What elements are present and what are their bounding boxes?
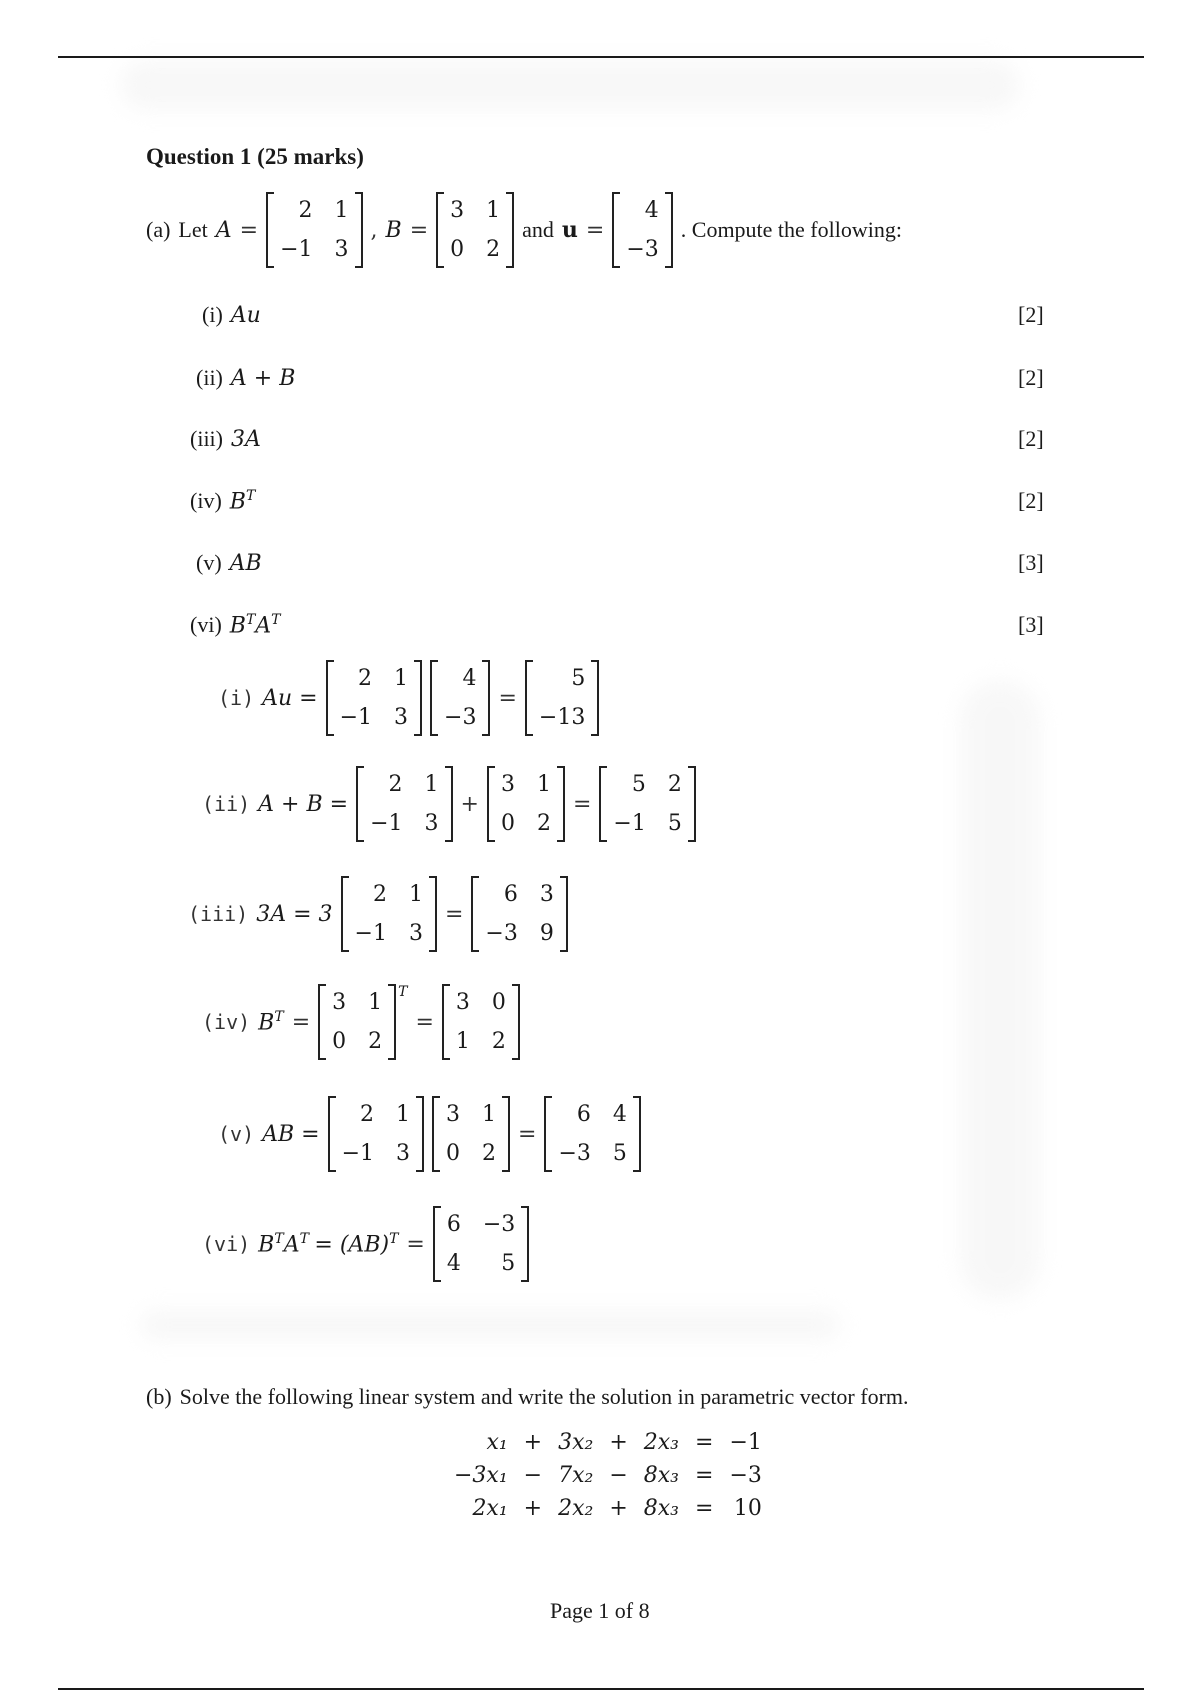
item-expression: A <box>255 613 272 639</box>
A-symbol: A <box>215 217 232 243</box>
question-title: Question 1 (25 marks) <box>146 144 364 169</box>
equals-sign: = <box>415 1009 434 1035</box>
answer-i <box>218 660 599 736</box>
matrix-cell: 1 <box>334 198 349 223</box>
matrix-cell: 1 <box>394 666 409 691</box>
answer-number: (vi) <box>202 1232 251 1256</box>
matrix-cell: 3 <box>424 811 439 836</box>
equals-sign: = <box>498 685 517 711</box>
matrix-cell: 3 <box>539 882 554 907</box>
matrix-cell: 5 <box>667 811 682 836</box>
matrix-cell: 2 <box>486 237 501 262</box>
answer-vi <box>202 1206 529 1282</box>
linear-system-table <box>446 1426 770 1525</box>
item-expression: B <box>229 613 246 639</box>
system-term: 3x₂ <box>558 1430 594 1455</box>
matrix-cell: 3 <box>334 237 349 262</box>
part-b-label: (b) <box>146 1384 172 1409</box>
system-term: 2x₂ <box>558 1496 594 1521</box>
matrix-cell: −1 <box>339 705 373 730</box>
item-v <box>196 550 262 576</box>
answer-ii <box>202 766 696 842</box>
matrix-cell: 2 <box>388 772 403 797</box>
matrix-A <box>341 876 437 952</box>
system-term: −3x₁ <box>454 1463 508 1488</box>
compute-text: . Compute the following: <box>680 217 902 242</box>
matrix-cell: 2 <box>372 882 387 907</box>
matrix-cell: 5 <box>612 1141 627 1166</box>
matrix-cell: 3 <box>500 772 515 797</box>
bottom-rule <box>58 1688 1144 1690</box>
system-rhs: 10 <box>733 1496 762 1521</box>
system-term: x₁ <box>486 1430 508 1455</box>
matrix-cell: 3 <box>408 921 423 946</box>
matrix-A <box>328 1096 424 1172</box>
equals-sign: = <box>409 217 429 243</box>
matrix-cell: −1 <box>613 811 646 836</box>
matrix-cell: 1 <box>368 990 383 1015</box>
item-expression: AB <box>229 550 262 576</box>
answer-number: (v) <box>218 1122 255 1146</box>
item-number: (vi) <box>190 612 222 638</box>
item-number: (iii) <box>190 426 223 451</box>
B-symbol: B <box>385 217 402 243</box>
system-equals: = <box>695 1496 714 1521</box>
matrix-cell: 2 <box>358 666 373 691</box>
part-a-statement <box>146 192 902 268</box>
matrix-cell: 0 <box>446 1141 461 1166</box>
system-rhs: −3 <box>729 1463 762 1488</box>
matrix-cell: 2 <box>491 1029 506 1054</box>
matrix-cell: −3 <box>444 705 477 730</box>
matrix-cell: 6 <box>503 882 518 907</box>
transpose-sup: T <box>245 612 256 628</box>
marks-label: [3] <box>1018 612 1044 637</box>
system-term: 7x₂ <box>558 1463 594 1488</box>
matrix-cell: −3 <box>482 1212 516 1237</box>
matrix-cell: 0 <box>491 990 506 1015</box>
item-expression: Au <box>230 302 261 328</box>
matrix-cell: 3 <box>394 705 409 730</box>
transpose-sup: T <box>245 488 256 504</box>
equals-sign: = <box>572 791 592 817</box>
system-operator: − <box>609 1463 628 1488</box>
matrix-cell: 5 <box>631 772 646 797</box>
matrix-cell: 6 <box>576 1102 591 1127</box>
matrix-cell: −3 <box>626 237 659 262</box>
matrix-A <box>266 192 362 268</box>
answer-number: (ii) <box>202 792 251 816</box>
item-number: (ii) <box>196 365 223 390</box>
system-term: 2x₃ <box>643 1430 680 1455</box>
matrix-cell: 4 <box>612 1102 627 1127</box>
vector-u <box>430 660 490 736</box>
matrix-cell: 5 <box>571 666 586 691</box>
system-operator: − <box>523 1463 543 1488</box>
transpose-sup: T <box>398 984 408 1000</box>
answer-iii <box>188 876 568 952</box>
matrix-cell: 0 <box>450 237 465 262</box>
answer-lhs: Au = <box>262 685 318 711</box>
matrix-cell: 3 <box>450 198 465 223</box>
part-a-label: (a) <box>146 217 171 242</box>
matrix-cell: −1 <box>341 1141 375 1166</box>
answer-number: (i) <box>218 686 255 710</box>
scan-smudge <box>960 680 1040 1300</box>
matrix-cell: −13 <box>538 705 586 730</box>
matrix-cell: −1 <box>370 811 403 836</box>
matrix-cell: 0 <box>500 811 515 836</box>
result-matrix <box>471 876 567 952</box>
scan-smudge <box>140 1310 840 1340</box>
part-b-statement <box>146 1384 909 1410</box>
system-row <box>446 1426 770 1459</box>
item-number: (i) <box>202 302 223 327</box>
answer-lhs: 3A = 3 <box>256 901 333 927</box>
matrix-cell: 2 <box>298 198 313 223</box>
marks-label: [3] <box>1018 550 1044 575</box>
matrix-cell: 1 <box>536 772 551 797</box>
matrix-cell: 1 <box>486 198 501 223</box>
let-text: Let <box>178 217 208 242</box>
system-rhs: −1 <box>729 1430 762 1455</box>
matrix-cell: −1 <box>354 921 387 946</box>
item-expression: 3A <box>231 426 261 452</box>
system-operator: + <box>523 1430 543 1455</box>
matrix-cell: 2 <box>667 772 682 797</box>
vector-u <box>612 192 672 268</box>
item-ii <box>196 365 295 391</box>
matrix-cell: 2 <box>368 1029 383 1054</box>
result-vector <box>525 660 599 736</box>
matrix-B <box>487 766 565 842</box>
matrix-cell: 1 <box>424 772 439 797</box>
system-row <box>446 1492 770 1525</box>
matrix-cell: 1 <box>408 882 423 907</box>
matrix-cell: 1 <box>482 1102 497 1127</box>
matrix-cell: 1 <box>455 1029 470 1054</box>
linear-system <box>446 1426 770 1525</box>
item-iii <box>190 426 261 452</box>
matrix-cell: 9 <box>539 921 554 946</box>
matrix-cell: 0 <box>332 1029 347 1054</box>
item-number: (iv) <box>190 488 222 514</box>
answer-lhs: AB = <box>262 1121 320 1147</box>
system-row <box>446 1459 770 1492</box>
matrix-cell: −3 <box>485 921 518 946</box>
system-operator: + <box>609 1496 628 1521</box>
equals-sign: = <box>518 1121 537 1147</box>
answer-v <box>218 1096 641 1172</box>
equals-sign: = <box>291 1009 311 1035</box>
matrix-cell: 2 <box>482 1141 497 1166</box>
matrix-cell: 2 <box>536 811 551 836</box>
matrix-cell: 3 <box>396 1141 411 1166</box>
matrix-cell: 3 <box>455 990 470 1015</box>
matrix-cell: 4 <box>644 198 659 223</box>
matrix-B <box>432 1096 510 1172</box>
result-matrix <box>442 984 520 1060</box>
plus-sign: + <box>460 791 479 817</box>
and-text: and <box>522 217 554 242</box>
answer-lhs: B <box>258 1232 275 1258</box>
marks-label: [2] <box>1018 365 1044 390</box>
result-matrix <box>433 1206 529 1282</box>
answer-lhs: A + B = <box>258 791 349 817</box>
equals-sign: = <box>239 217 259 243</box>
item-expression: B <box>229 489 246 515</box>
matrix-cell: −3 <box>558 1141 591 1166</box>
equals-sign: = <box>585 217 605 243</box>
item-i <box>202 302 261 328</box>
answer-lhs: = (AB) <box>314 1232 390 1258</box>
system-term: 8x₃ <box>643 1463 680 1488</box>
matrix-B <box>436 192 514 268</box>
item-number: (v) <box>196 550 222 575</box>
matrix-A <box>326 660 422 736</box>
equals-sign: = <box>406 1231 425 1257</box>
system-operator: + <box>523 1496 543 1521</box>
answer-number: (iv) <box>202 1010 251 1034</box>
marks-label: [2] <box>1018 426 1044 451</box>
system-operator: + <box>609 1430 628 1455</box>
matrix-cell: 4 <box>462 666 477 691</box>
transpose-sup: T <box>271 612 281 628</box>
top-rule <box>58 56 1144 58</box>
item-iv <box>190 488 255 514</box>
matrix-cell: 5 <box>501 1251 516 1276</box>
matrix-cell: 3 <box>332 990 347 1015</box>
part-b-text: Solve the following linear system and write the solution in parametric vector form. <box>179 1384 909 1409</box>
marks-label: [2] <box>1018 488 1044 513</box>
system-term: 2x₁ <box>472 1496 508 1521</box>
page-number: Page 1 of 8 <box>550 1598 650 1623</box>
system-term: 8x₃ <box>643 1496 680 1521</box>
matrix-B <box>318 984 396 1060</box>
item-vi <box>190 612 281 638</box>
marks-label: [2] <box>1018 302 1044 327</box>
matrix-cell: 2 <box>360 1102 375 1127</box>
matrix-cell: 6 <box>446 1212 461 1237</box>
matrix-cell: 4 <box>446 1251 461 1276</box>
system-equals: = <box>695 1463 714 1488</box>
matrix-cell: 1 <box>396 1102 411 1127</box>
comma: , <box>370 217 378 243</box>
u-symbol: u <box>561 217 578 243</box>
matrix-cell: −1 <box>280 237 313 262</box>
answer-iv <box>202 984 520 1060</box>
result-matrix <box>544 1096 640 1172</box>
system-equals: = <box>695 1430 714 1455</box>
transpose-sup: T <box>274 1230 284 1247</box>
answer-lhs: B <box>258 1010 275 1036</box>
scan-smudge <box>120 60 1020 110</box>
matrix-cell: 3 <box>446 1102 461 1127</box>
matrix-A <box>356 766 452 842</box>
answer-lhs: A <box>283 1232 300 1258</box>
item-expression: A + B <box>230 365 296 391</box>
result-matrix <box>599 766 695 842</box>
answer-number: (iii) <box>188 902 249 926</box>
equals-sign: = <box>444 901 464 927</box>
transpose-sup: T <box>389 1230 399 1247</box>
transpose-sup: T <box>299 1230 309 1247</box>
transpose-sup: T <box>274 1008 284 1025</box>
